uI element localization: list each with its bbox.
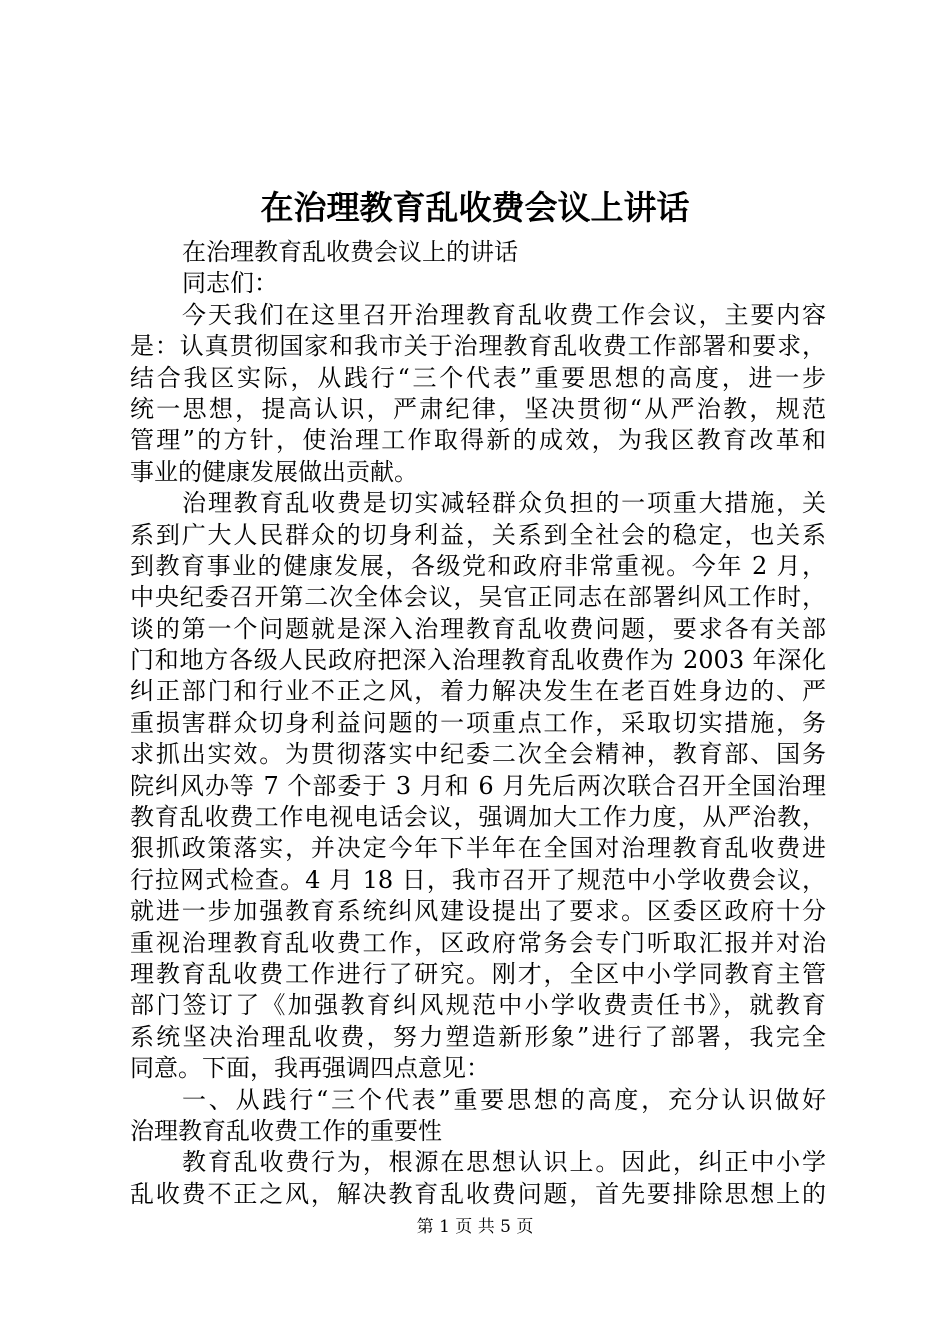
body-text-line: 同意。下面，我再强调四点意见：: [130, 1054, 490, 1083]
body-text-line: 同志们：: [182, 269, 278, 298]
body-text-line: 一、从践行“三个代表”重要思想的高度，充分认识做好: [182, 1085, 826, 1114]
body-text-line: 结合我区实际，从践行“三个代表”重要思想的高度，进一步: [130, 363, 826, 392]
body-text-line: 今天我们在这里召开治理教育乱收费工作会议，主要内容: [182, 300, 826, 329]
page-footer: 第 1 页 共 5 页: [416, 1217, 534, 1237]
body-text-line: 就进一步加强教育系统纠风建设提出了要求。区委区政府十分: [130, 897, 826, 926]
body-text-line: 教育乱收费工作电视电话会议，强调加大工作力度，从严治教，: [130, 803, 826, 832]
body-text-line: 狠抓政策落实，并决定今年下半年在全国对治理教育乱收费进: [130, 834, 826, 863]
body-text-line: 统一思想，提高认识，严肃纪律，坚决贯彻“从严治教，规范: [130, 394, 826, 423]
document-title: 在治理教育乱收费会议上讲话: [260, 188, 690, 227]
body-text-line: 系统坚决治理乱收费，努力塑造新形象”进行了部署，我完全: [130, 1022, 826, 1051]
body-text-line: 在治理教育乱收费会议上的讲话: [182, 238, 518, 266]
body-text-line: 谈的第一个问题就是深入治理教育乱收费问题，要求各有关部: [130, 614, 826, 643]
body-text-line: 教育乱收费行为，根源在思想认识上。因此，纠正中小学: [182, 1148, 826, 1177]
body-text-line: 中央纪委召开第二次全体会议，吴官正同志在部署纠风工作时，: [130, 583, 826, 612]
body-text-line: 是：认真贯彻国家和我市关于治理教育乱收费工作部署和要求，: [130, 332, 826, 361]
body-text-line: 事业的健康发展做出贡献。: [130, 457, 418, 486]
body-text-line: 行拉网式检查。4 月 18 日，我市召开了规范中小学收费会议，: [130, 865, 826, 894]
body-text-line: 理教育乱收费工作进行了研究。刚才，全区中小学同教育主管: [130, 959, 826, 988]
body-text-line: 系到广大人民群众的切身利益，关系到全社会的稳定，也关系: [130, 520, 826, 549]
body-text-line: 重损害群众切身利益问题的一项重点工作，采取切实措施，务: [130, 708, 826, 737]
body-text-line: 门和地方各级人民政府把深入治理教育乱收费作为 2003 年深化: [130, 646, 826, 675]
body-text-line: 乱收费不正之风，解决教育乱收费问题，首先要排除思想上的: [130, 1179, 826, 1208]
body-text-line: 院纠风办等 7 个部委于 3 月和 6 月先后两次联合召开全国治理: [130, 771, 826, 800]
body-text-line: 治理教育乱收费是切实减轻群众负担的一项重大措施，关: [182, 489, 826, 518]
body-text-line: 纠正部门和行业不正之风，着力解决发生在老百姓身边的、严: [130, 677, 826, 706]
body-text-line: 部门签订了《加强教育纠风规范中小学收费责任书》，就教育: [130, 991, 826, 1020]
body-text-line: 到教育事业的健康发展，各级党和政府非常重视。今年 2 月，: [130, 551, 826, 580]
body-text-line: 重视治理教育乱收费工作，区政府常务会专门听取汇报并对治: [130, 928, 826, 957]
body-text-line: 管理”的方针，使治理工作取得新的成效，为我区教育改革和: [130, 426, 826, 455]
document-body: [130, 237, 826, 1210]
body-text-line: 求抓出实效。为贯彻落实中纪委二次全会精神，教育部、国务: [130, 740, 826, 769]
body-text-line: 治理教育乱收费工作的重要性: [130, 1116, 442, 1145]
